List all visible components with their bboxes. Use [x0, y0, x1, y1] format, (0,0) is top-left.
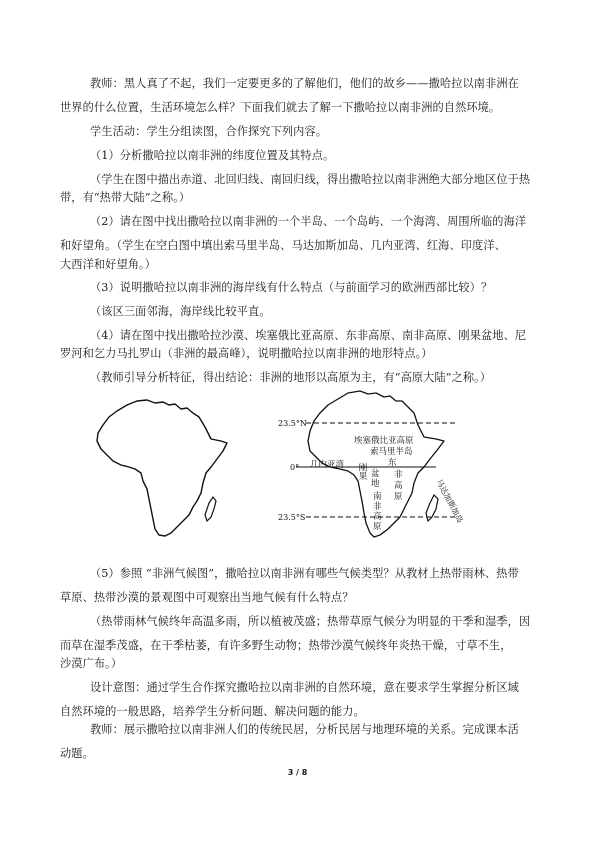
page-number: 3 / 8: [287, 768, 308, 777]
text-line: （4）请在图中找出撒哈拉沙漠、埃塞俄比亚高原、东非高原、南非高原、刚果盆地、尼: [90, 329, 527, 342]
text-line: 设计意图：通过学生合作探究撒哈拉以南非洲的自然环境，意在要求学生掌握分析区域: [90, 681, 519, 694]
east-africa-char-2: 非: [394, 470, 403, 480]
guinea-label: 几内亚湾: [310, 460, 345, 470]
text-line: 带，有“热带大陆”之称。）: [60, 191, 191, 204]
text-line: （5）参照 “非洲气候图”，撒哈拉以南非洲有哪些气候类型？从教材上热带雨林、热带: [90, 567, 519, 580]
basin-char-2: 地: [371, 479, 380, 489]
paragraph-student-activity: 学生活动：学生分组读图，合作探究下列内容。: [90, 125, 328, 138]
south-africa-char-2: 非: [373, 502, 382, 512]
text-line: （学生在图中描出赤道、北回归线、南回归线，得出撒哈拉以南非洲绝大部分地区位于热: [90, 173, 531, 186]
text-line: 大西洋和好望角。）: [60, 258, 156, 271]
basin-char-1: 盆: [371, 469, 380, 479]
text-line: 和好望角。（学生在空白图中填出索马里半岛、马达加斯加岛、几内亚湾、红海、印度洋、: [60, 239, 506, 252]
question-1: （1）分析撒哈拉以南非洲的纬度位置及其特点。: [90, 149, 335, 162]
text-line: 沙漠广布。）: [60, 657, 123, 670]
text-line: 教师：展示撒哈拉以南非洲人们的传统民居，分析民居与地理环境的关系。完成课本活: [90, 723, 519, 736]
east-africa-char-4: 原: [394, 492, 403, 502]
text-line: 而草在湿季茂盛，在干季枯萎，有许多野生动物；热带沙漠气候终年炎热干燥，寸草不生，: [60, 639, 512, 652]
madagascar-label: 马达加斯加岛: [434, 477, 465, 525]
text-line: 自然环境的一般思路，培养学生分析问题、解决问题的能力。: [60, 705, 365, 718]
somali-label: 索马里半岛: [370, 447, 413, 457]
text-line: （2）请在图中找出撒哈拉以南非洲的一个半岛、一个岛屿、一个海湾、周围所临的海洋: [90, 215, 527, 228]
text-line: 罗河和乞力马扎罗山（非洲的最高峰），说明撒哈拉以南非洲的地形特点。）: [60, 347, 433, 360]
africa-labeled-map: [276, 385, 465, 555]
east-africa-char-3: 高: [394, 481, 403, 491]
question-3: （3）说明撒哈拉以南非洲的海岸线有什么特点（与前面学习的欧洲西部比较）？: [90, 281, 493, 294]
text-line: （热带雨林气候终年高温多雨，所以植被茂盛；热带草原气候分为明显的干季和湿季，因: [90, 615, 531, 628]
text-line: 教师：黑人真了不起，我们一定要更多的了解他们，他们的故乡——撒哈拉以南非洲在: [90, 77, 519, 90]
ethiopia-label: 埃塞俄比亚高原: [354, 436, 414, 446]
answer-3: （该区三面邻海，海岸线比较平直。: [90, 305, 271, 318]
tropic-south-label: 23.5°S: [278, 513, 306, 522]
africa-outline-icon: [97, 400, 227, 536]
text-line: 世界的什么位置，生活环境怎么样？下面我们就去了解一下撒哈拉以南非洲的自然环境。: [60, 101, 501, 114]
south-africa-char-1: 南: [373, 492, 382, 502]
answer-4: （教师引导分析特征，得出结论：非洲的地形以高原为主，有“高原大陆”之称。）: [90, 371, 492, 384]
text-line: 动题。: [60, 747, 94, 760]
congo-label: 刚果: [357, 463, 367, 480]
text-line: 草原、热带沙漠的景观图中可观察出当地气候有什么特点？: [60, 591, 354, 604]
africa-blank-map: [89, 393, 231, 548]
tropic-north-label: 23.5°N: [278, 419, 307, 428]
south-africa-char-4: 原: [373, 522, 382, 532]
south-africa-char-3: 高: [373, 512, 382, 522]
equator-label: 0°: [290, 463, 300, 472]
east-africa-char-1: 东: [388, 458, 397, 468]
